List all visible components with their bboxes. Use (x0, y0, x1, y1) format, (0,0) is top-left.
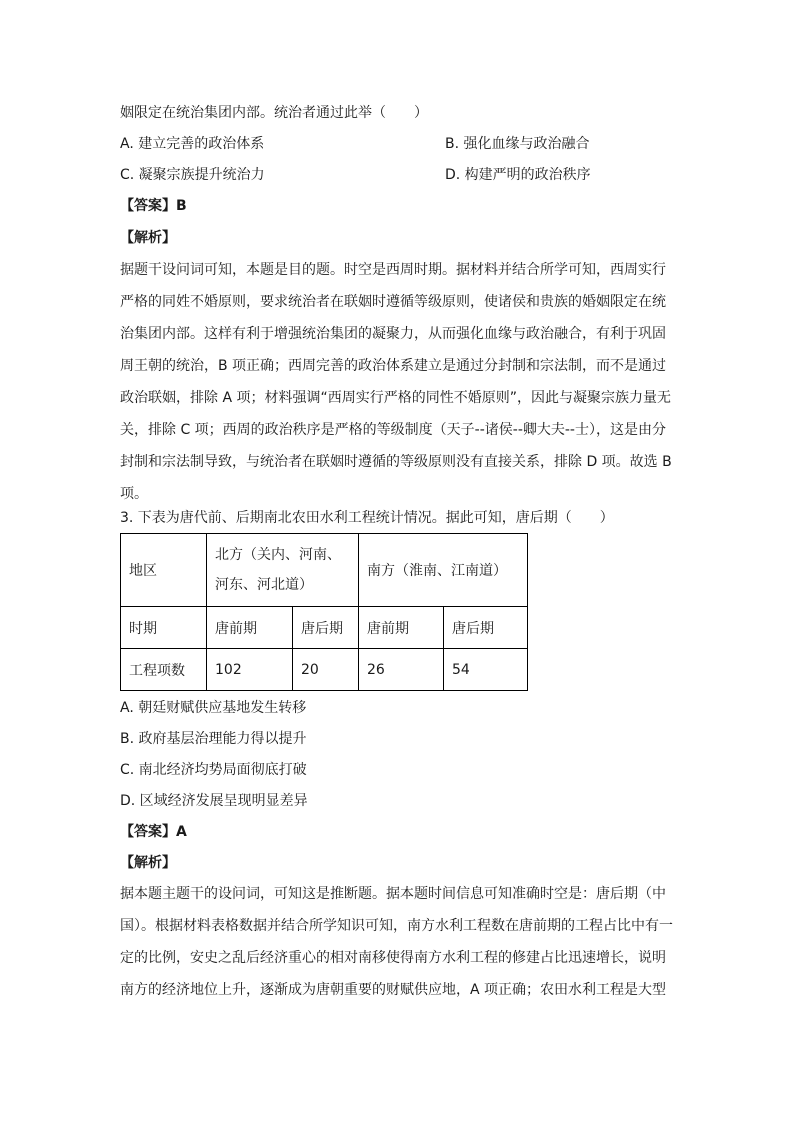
answer-label: 【答案】A (120, 824, 187, 840)
analysis-line: 周王朝的统治，B 项正确；西周完善的政治体系建立是通过分封制和宗法制，而不是通过 (120, 358, 667, 374)
analysis-line: 定的比例，安史之乱后经济重心的相对南移使得南方水利工程的修建占比迅速增长，说明 (120, 950, 666, 966)
analysis-line: 严格的同姓不婚原则，要求统治者在联姻时遵循等级原则，使诸侯和贵族的婚姻限定在统 (120, 294, 666, 310)
table-cell: 地区 (121, 534, 207, 607)
question-stem: 3. 下表为唐代前、后期南北农田水利工程统计情况。据此可知，唐后期（ ） (120, 510, 614, 526)
table-cell: 唐前期 (207, 607, 293, 649)
analysis-line: 治集团内部。这样有利于增强统治集团的凝聚力，从而强化血缘与政治融合，有利于巩固 (120, 326, 666, 342)
option-d: D. 区域经济发展呈现明显差异 (120, 793, 308, 809)
table-cell: 唐前期 (359, 607, 444, 649)
analysis-line: 项。 (120, 486, 148, 502)
option-a: A. 建立完善的政治体系 (120, 136, 265, 152)
table-row (121, 649, 528, 691)
analysis-line: 国）。根据材料表格数据并结合所学知识可知，南方水利工程数在唐前期的工程占比中有一 (120, 918, 673, 934)
analysis-line: 关，排除 C 项；西周的政治秩序是严格的等级制度（天子--诸侯--卿大夫--士），这是由分 (120, 422, 666, 438)
option-c: C. 凝聚宗族提升统治力 (120, 167, 265, 183)
answer-label: 【答案】B (120, 198, 187, 214)
statistics-table (120, 533, 528, 691)
analysis-line: 据本题主题干的设问词，可知这是推断题。据本题时间信息可知准确时空是：唐后期（中 (120, 886, 666, 902)
analysis-line: 南方的经济地位上升，逐渐成为唐朝重要的财赋供应地，A 项正确；农田水利工程是大型 (120, 982, 667, 998)
table-cell: 26 (359, 649, 444, 691)
table-cell: 54 (444, 649, 528, 691)
table-cell: 时期 (121, 607, 207, 649)
table-cell: 唐后期 (444, 607, 528, 649)
table-cell: 102 (207, 649, 293, 691)
option-b: B. 强化血缘与政治融合 (445, 136, 590, 152)
table-cell: 南方（淮南、江南道） (359, 534, 528, 607)
option-a: A. 朝廷财赋供应基地发生转移 (120, 700, 307, 716)
table-cell-line: 河东、河北道） (215, 577, 313, 593)
table-cell: 唐后期 (293, 607, 359, 649)
table-row (121, 534, 528, 607)
analysis-line: 政治联姻，排除 A 项；材料强调“西周实行严格的同性不婚原则”，因此与凝聚宗族力量无 (120, 390, 671, 406)
table-cell: 工程项数 (121, 649, 207, 691)
analysis-label: 【解析】 (120, 855, 176, 871)
table-cell (207, 534, 359, 607)
table-cell-line: 北方（关内、河南、 (215, 547, 341, 563)
analysis-line: 据题干设问词可知，本题是目的题。时空是西周时期。据材料并结合所学可知，西周实行 (120, 262, 666, 278)
option-d: D. 构建严明的政治秩序 (445, 167, 591, 183)
option-b: B. 政府基层治理能力得以提升 (120, 731, 307, 747)
analysis-line: 封制和宗法制导致，与统治者在联姻时遵循的等级原则没有直接关系，排除 D 项。故选 B (120, 454, 672, 470)
table-row (121, 607, 528, 649)
question-stem: 姻限定在统治集团内部。统治者通过此举（ ） (120, 105, 428, 121)
analysis-label: 【解析】 (120, 230, 176, 246)
option-c: C. 南北经济均势局面彻底打破 (120, 762, 307, 778)
table-cell: 20 (293, 649, 359, 691)
